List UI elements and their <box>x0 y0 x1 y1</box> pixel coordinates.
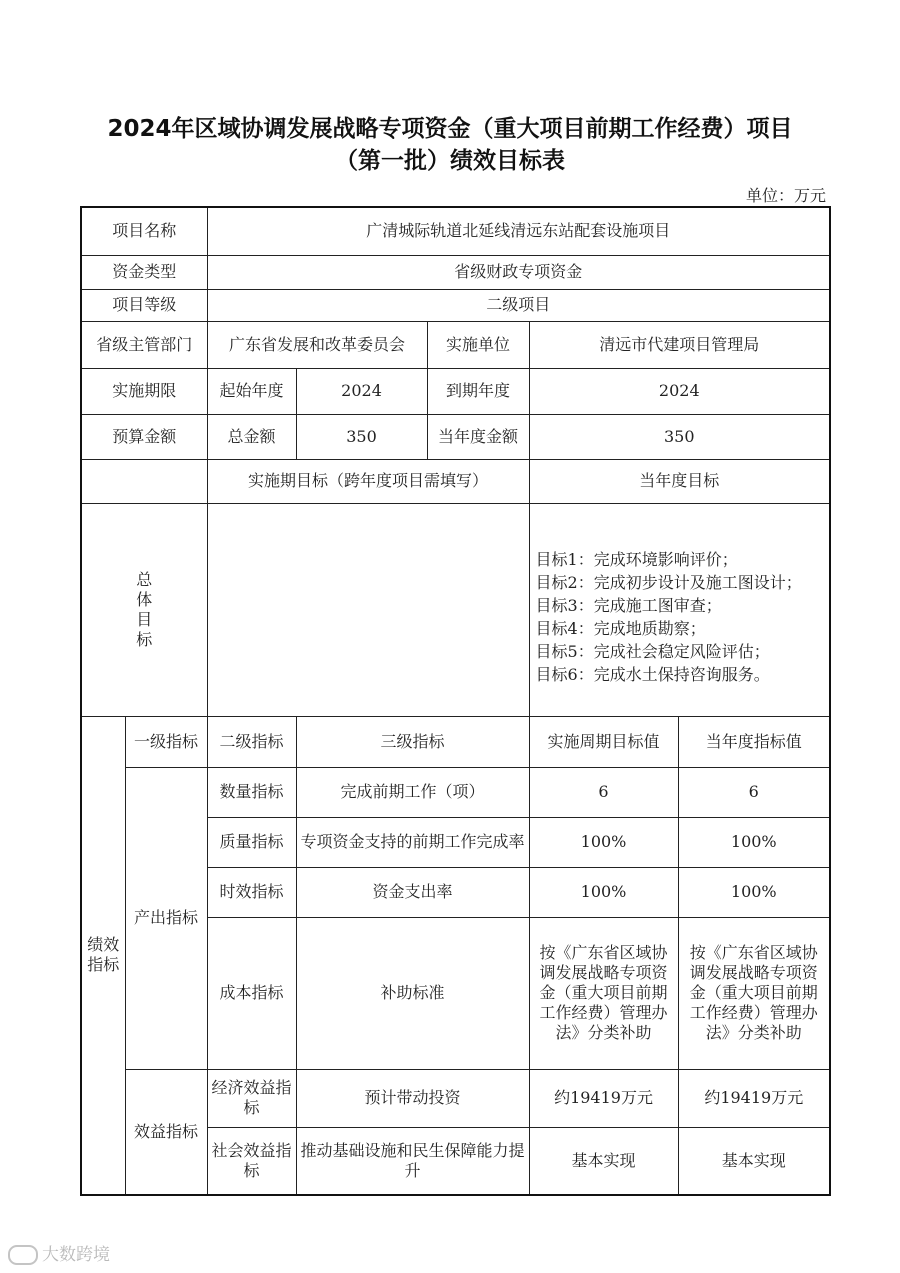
fund-type-value: 省级财政专项资金 <box>207 255 830 289</box>
level3-cell: 推动基础设施和民生保障能力提升 <box>296 1127 529 1195</box>
period-value-cell: 约19419万元 <box>529 1069 678 1127</box>
period-value-cell: 100% <box>529 867 678 917</box>
header-year-target: 当年度指标值 <box>678 716 830 767</box>
project-level-label: 项目等级 <box>81 289 207 321</box>
watermark-text: 大数跨境 <box>42 1245 110 1265</box>
level3-cell: 专项资金支持的前期工作完成率 <box>296 817 529 867</box>
logo-icon <box>8 1245 38 1265</box>
table-row <box>81 1069 830 1127</box>
year-amount-label: 当年度金额 <box>427 414 529 459</box>
title-line-2: （第一批）绩效目标表 <box>335 148 565 174</box>
row-project-name <box>81 207 830 255</box>
overall-goal-label: 总 体 目 标 <box>81 503 207 716</box>
level3-cell: 补助标准 <box>296 917 529 1069</box>
year-amount-value: 350 <box>529 414 830 459</box>
overall-year-goals <box>529 503 830 716</box>
goal-item: 目标3：完成施工图审查； <box>535 595 722 615</box>
header-period-target: 实施周期目标值 <box>529 716 678 767</box>
level2-cell: 成本指标 <box>207 917 296 1069</box>
level3-cell: 预计带动投资 <box>296 1069 529 1127</box>
row-overall-goals <box>81 503 830 716</box>
level3-cell: 资金支出率 <box>296 867 529 917</box>
row-period <box>81 368 830 414</box>
page-title <box>0 113 900 177</box>
year-value-cell: 按《广东省区域协调发展战略专项资金（重大项目前期工作经费）管理办法》分类补助 <box>678 917 830 1069</box>
end-year-value: 2024 <box>529 368 830 414</box>
year-value-cell: 约19419万元 <box>678 1069 830 1127</box>
year-value-cell: 100% <box>678 817 830 867</box>
year-value-cell: 基本实现 <box>678 1127 830 1195</box>
level2-cell: 社会效益指标 <box>207 1127 296 1195</box>
header-level2: 二级指标 <box>207 716 296 767</box>
impl-unit-label: 实施单位 <box>427 321 529 368</box>
row-perf-headers <box>81 716 830 767</box>
project-level-value: 二级项目 <box>207 289 830 321</box>
watermark <box>8 1240 110 1265</box>
year-value-cell: 6 <box>678 767 830 817</box>
goal-item: 目标4：完成地质勘察； <box>535 618 706 638</box>
period-goal-header: 实施期目标（跨年度项目需填写） <box>207 459 529 503</box>
level3-cell: 完成前期工作（项） <box>296 767 529 817</box>
period-value-cell: 按《广东省区域协调发展战略专项资金（重大项目前期工作经费）管理办法》分类补助 <box>529 917 678 1069</box>
year-value-cell: 100% <box>678 867 830 917</box>
level2-cell: 时效指标 <box>207 867 296 917</box>
level2-cell: 数量指标 <box>207 767 296 817</box>
total-amount-value: 350 <box>296 414 427 459</box>
level2-cell: 质量指标 <box>207 817 296 867</box>
start-year-value: 2024 <box>296 368 427 414</box>
fund-type-label: 资金类型 <box>81 255 207 289</box>
end-year-label: 到期年度 <box>427 368 529 414</box>
goal-item: 目标2：完成初步设计及施工图设计； <box>535 572 802 592</box>
year-goal-header: 当年度目标 <box>529 459 830 503</box>
project-name-value: 广清城际轨道北延线清远东站配套设施项目 <box>207 207 830 255</box>
level2-cell: 经济效益指标 <box>207 1069 296 1127</box>
perf-indicator-label: 绩效 指标 <box>81 716 125 1195</box>
row-department <box>81 321 830 368</box>
title-line-1: 2024年区域协调发展战略专项资金（重大项目前期工作经费）项目 <box>107 116 793 142</box>
output-indicator-label: 产出指标 <box>125 767 207 1069</box>
goal-item: 目标6：完成水土保持咨询服务。 <box>535 664 770 684</box>
goal-header-blank <box>81 459 207 503</box>
impl-unit-value: 清远市代建项目管理局 <box>529 321 830 368</box>
budget-label: 预算金额 <box>81 414 207 459</box>
benefit-indicator-label: 效益指标 <box>125 1069 207 1195</box>
start-year-label: 起始年度 <box>207 368 296 414</box>
row-project-level <box>81 289 830 321</box>
department-label: 省级主管部门 <box>81 321 207 368</box>
overall-period-goal <box>207 503 529 716</box>
row-budget <box>81 414 830 459</box>
period-label: 实施期限 <box>81 368 207 414</box>
project-name-label: 项目名称 <box>81 207 207 255</box>
table-row <box>81 767 830 817</box>
period-value-cell: 6 <box>529 767 678 817</box>
header-level1: 一级指标 <box>125 716 207 767</box>
goal-item: 目标1：完成环境影响评价； <box>535 549 738 569</box>
period-value-cell: 基本实现 <box>529 1127 678 1195</box>
period-value-cell: 100% <box>529 817 678 867</box>
row-fund-type <box>81 255 830 289</box>
unit-label: 单位：万元 <box>745 186 826 205</box>
department-value: 广东省发展和改革委员会 <box>207 321 427 368</box>
performance-goal-table <box>80 206 831 1196</box>
total-amount-label: 总金额 <box>207 414 296 459</box>
goal-item: 目标5：完成社会稳定风险评估； <box>535 641 770 661</box>
row-goal-headers <box>81 459 830 503</box>
header-level3: 三级指标 <box>296 716 529 767</box>
